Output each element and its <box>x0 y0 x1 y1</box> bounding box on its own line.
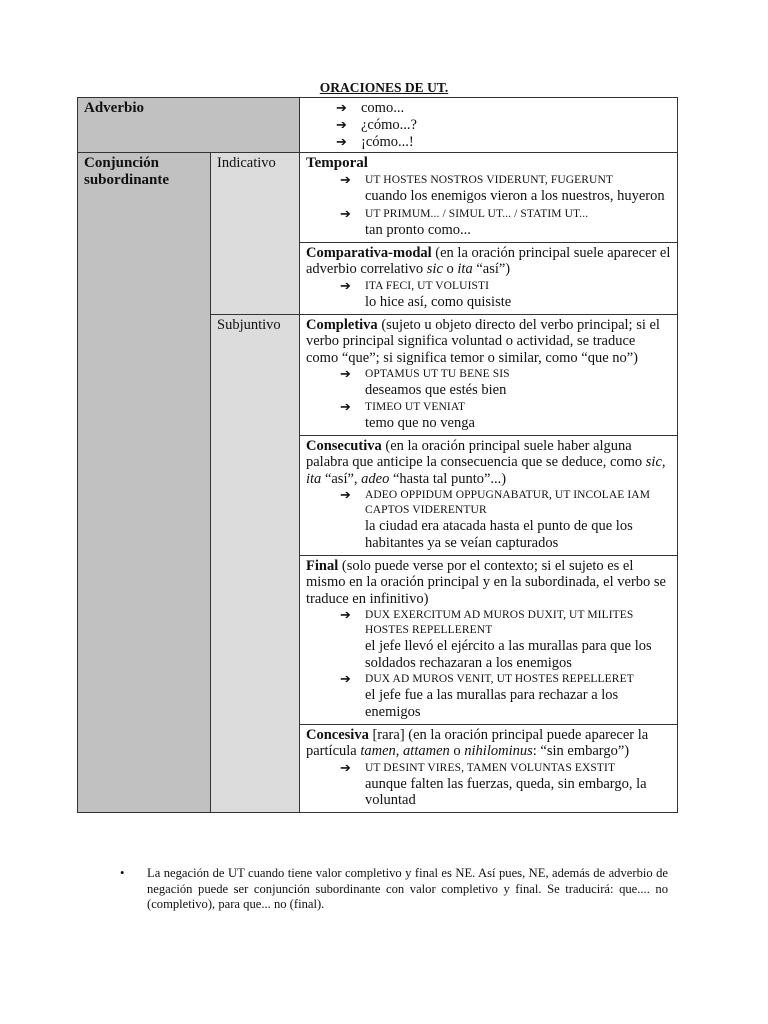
comparativa-cell <box>300 242 678 314</box>
arrow-right-icon: ➔ <box>340 366 351 382</box>
temporal-cell <box>300 153 678 243</box>
adverbio-label: Adverbio <box>84 100 144 116</box>
consecutiva-desc: Consecutiva (en la oración principal suele haber alguna palabra que anticipe la consecuencia que se deduce, como sic, ita “así”, adeo “hasta tal punto”...) <box>306 437 666 487</box>
latin-example: UT DESINT VIRES, TAMEN VOLUNTAS EXSTIT <box>365 761 616 774</box>
example-item <box>340 760 671 776</box>
translation: temo que no venga <box>365 414 475 431</box>
indicativo-label: Indicativo <box>217 155 276 171</box>
subjuntivo-label: Subjuntivo <box>217 316 281 333</box>
example-item <box>340 671 671 687</box>
bullet-icon: • <box>120 866 125 880</box>
arrow-right-icon: ➔ <box>340 671 351 687</box>
temporal-title: Temporal <box>306 155 368 171</box>
final-cell <box>300 555 678 724</box>
latin-example: UT HOSTES NOSTROS VIDERUNT, FUGERUNT <box>365 173 613 186</box>
example-item <box>340 172 671 188</box>
final-desc: Final (solo puede verse por el contexto; si el sujeto es el mismo en la oración principal y en la subordinada, el verbo se traduce en infinitivo) <box>306 557 666 607</box>
note-text: La negación de UT cuando tiene valor completivo y final es NE. Así pues, NE, además de adverbio de negación puede ser conjunción subordinante con valor completivo y final. Se traducirá: que.... no (completivo), para que... no (final). <box>147 866 668 912</box>
latin-example: TIMEO UT VENIAT <box>365 400 466 413</box>
translation: lo hice así, como quisiste <box>365 293 512 310</box>
completiva-cell <box>300 314 678 435</box>
subjuntivo-cell <box>211 314 300 812</box>
latin-example: UT PRIMUM... / SIMUL UT... / STATIM UT... <box>365 208 589 221</box>
translation: cuando los enemigos vieron a los nuestros, huyeron <box>365 187 665 204</box>
latin-example: ITA FECI, UT VOLUISTI <box>365 279 490 292</box>
latin-example: ADEO OPPIDUM OPPUGNABATUR, UT INCOLAE IAM CAPTOS VIDERENTUR <box>365 489 651 517</box>
arrow-right-icon: ➔ <box>340 487 351 503</box>
translation: el jefe fue a las murallas para rechazar a los enemigos <box>365 687 619 721</box>
concesiva-desc: Concesiva [rara] (en la oración principal puede aparecer la partícula tamen, attamen o nihilominus: “sin embargo”) <box>306 726 649 760</box>
arrow-right-icon: ➔ <box>340 607 351 623</box>
row-adverbio <box>78 98 678 153</box>
negation-note <box>120 866 668 913</box>
arrow-right-icon: ➔ <box>340 277 351 293</box>
arrow-right-icon: ➔ <box>340 171 351 187</box>
arrow-right-icon: ➔ <box>336 117 347 132</box>
conjuncion-label: Conjunción subordinante <box>84 155 170 188</box>
translation: el jefe llevó el ejército a las murallas para que los soldados rechazaran a los enemigos <box>365 638 652 671</box>
consecutiva-cell <box>300 435 678 555</box>
option-item: ➔ ¿cómo...? <box>336 117 417 133</box>
option-item: ➔ como... <box>336 100 405 116</box>
translation: aunque falten las fuerzas, queda, sin embargo, la voluntad <box>365 775 647 809</box>
example-item <box>340 278 671 294</box>
conjuncion-cell <box>78 153 211 813</box>
final-title: Final <box>306 557 339 574</box>
arrow-right-icon: ➔ <box>340 206 351 222</box>
latin-example: DUX AD MUROS VENIT, UT HOSTES REPELLERET <box>365 673 634 686</box>
ut-table <box>77 97 678 813</box>
comparativa-title: Comparativa-modal <box>306 244 432 261</box>
indicativo-cell <box>211 153 300 315</box>
example-item <box>340 607 671 638</box>
example-item <box>340 206 671 222</box>
translation: la ciudad era atacada hasta el punto de que los habitantes ya se veían capturados <box>365 518 633 551</box>
row-temporal <box>78 153 678 243</box>
option-item: ➔ ¡cómo...! <box>336 134 414 150</box>
arrow-right-icon: ➔ <box>336 134 347 149</box>
latin-example: OPTAMUS UT TU BENE SIS <box>365 368 510 381</box>
example-item <box>340 366 671 382</box>
adverbio-options-cell <box>300 98 678 153</box>
completiva-desc: Completiva (sujeto u objeto directo del verbo principal; si el verbo principal significa voluntad o actividad, se traduce como “que”; si significa temor o similar, como “que no”) <box>306 316 660 366</box>
latin-example: DUX EXERCITUM AD MUROS DUXIT, UT MILITES HOSTES REPELLERENT <box>365 609 634 637</box>
comparativa-desc: Comparativa-modal (en la oración principal suele aparecer el adverbio correlativo sic o ita “así”) <box>306 244 671 278</box>
page-title: ORACIONES DE UT. <box>319 80 449 95</box>
consecutiva-title: Consecutiva <box>306 437 382 454</box>
completiva-title: Completiva <box>306 316 378 333</box>
arrow-right-icon: ➔ <box>340 398 351 414</box>
adverbio-cell <box>78 98 300 153</box>
example-item <box>340 399 671 415</box>
concesiva-title: Concesiva <box>306 726 369 743</box>
arrow-right-icon: ➔ <box>340 759 351 775</box>
translation: deseamos que estés bien <box>365 382 507 399</box>
concesiva-cell <box>300 724 678 812</box>
example-item <box>340 487 671 518</box>
translation: tan pronto como... <box>365 222 471 239</box>
arrow-right-icon: ➔ <box>336 100 347 115</box>
